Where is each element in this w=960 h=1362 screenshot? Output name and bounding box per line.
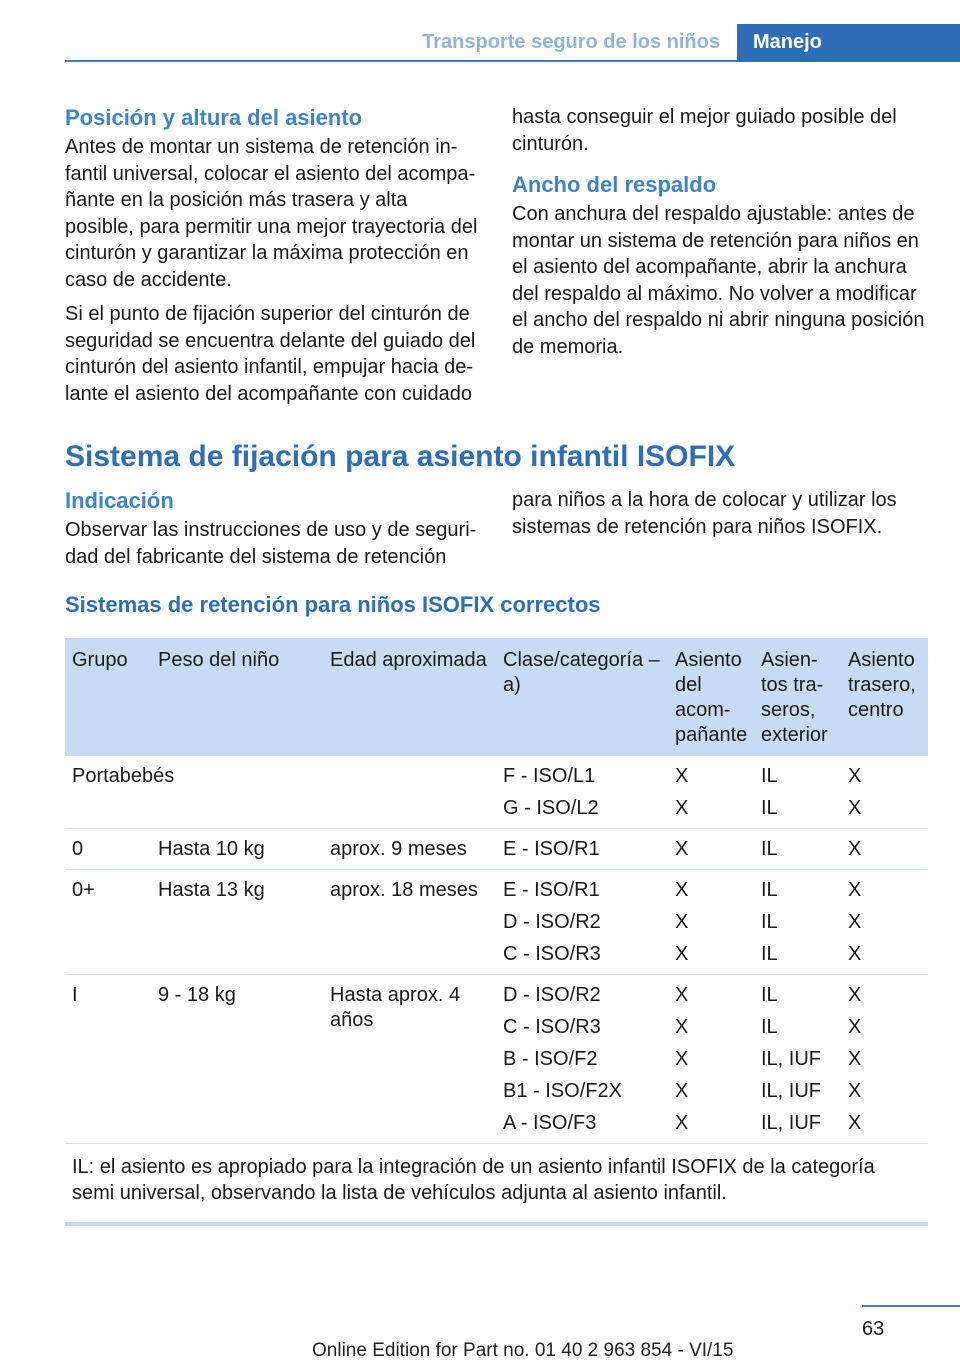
paragraph-backrest-width: Con anchura del respaldo ajustable: antes de montar un sistema de retención para niños en el asiento del acompañante, abrir la anchura del respaldo al máximo. No volver a modificar el ancho del respaldo ni abrir ninguna posición de memoria. <box>512 203 925 358</box>
cell-front-seat <box>668 756 754 829</box>
class-value: C - ISO/R3 <box>503 943 601 965</box>
cell-rear-outer <box>754 975 841 1144</box>
outer-value: IL <box>761 879 778 901</box>
table-header-row <box>65 638 928 756</box>
front-value: X <box>675 1016 689 1038</box>
center-value: X <box>848 984 862 1006</box>
cell-weight: 9 - 18 kg <box>151 975 323 1144</box>
note-right-column <box>512 487 927 548</box>
cell-rear-center <box>841 829 928 870</box>
cell-class <box>496 829 668 870</box>
col-header-group: Grupo <box>65 638 151 756</box>
col-header-rear-center: Asiento trasero, centro <box>841 638 928 756</box>
front-value: X <box>675 943 689 965</box>
class-value: C - ISO/R3 <box>503 1016 601 1038</box>
cell-class <box>496 756 668 829</box>
center-value: X <box>848 943 862 965</box>
cell-front-seat <box>668 870 754 975</box>
front-value: X <box>675 797 689 819</box>
front-value: X <box>675 1048 689 1070</box>
table-row <box>65 870 928 975</box>
isofix-table <box>65 638 928 1226</box>
front-value: X <box>675 1080 689 1102</box>
cell-rear-outer <box>754 829 841 870</box>
front-value: X <box>675 765 689 787</box>
paragraph-note-right: para niños a la hora de colocar y utilizar los sistemas de retención para niños ISOFIX. <box>512 489 897 538</box>
heading-backrest-width: Ancho del respaldo <box>512 172 717 197</box>
table-row <box>65 756 928 829</box>
class-value: F - ISO/L1 <box>503 765 596 787</box>
cell-rear-center <box>841 756 928 829</box>
cell-weight <box>151 756 323 829</box>
table-row <box>65 829 928 870</box>
center-value: X <box>848 911 862 933</box>
center-value: X <box>848 838 862 860</box>
cell-rear-center <box>841 870 928 975</box>
col-header-class: Clase/categoría – a) <box>496 638 668 756</box>
outer-value: IL, IUF <box>761 1080 822 1102</box>
cell-group: 0 <box>65 829 151 870</box>
cell-rear-outer <box>754 870 841 975</box>
front-value: X <box>675 984 689 1006</box>
outer-value: IL <box>761 838 778 860</box>
class-value: A - ISO/F3 <box>503 1112 597 1134</box>
left-column <box>65 104 480 415</box>
center-value: X <box>848 765 862 787</box>
paragraph-seat-position-2: Si el punto de fijación superior del cinturón de seguridad se encuentra delante del guiado del cinturón del asiento infantil, empujar hacia delante el asiento del acompañante con cuidado <box>65 303 476 405</box>
section-title-isofix: Sistema de fijación para asiento infantil ISOFIX <box>65 440 736 473</box>
cell-weight: Hasta 13 kg <box>151 870 323 975</box>
page-number: 63 <box>862 1318 885 1340</box>
class-value: B1 - ISO/F2X <box>503 1080 622 1102</box>
center-value: X <box>848 879 862 901</box>
center-value: X <box>848 1016 862 1038</box>
class-value: D - ISO/R2 <box>503 911 601 933</box>
front-value: X <box>675 838 689 860</box>
col-header-rear-outer: Asientos traseros, exterior <box>754 638 841 756</box>
center-value: X <box>848 1048 862 1070</box>
page-number-rule <box>862 1305 960 1307</box>
col-header-weight: Peso del niño <box>151 638 323 756</box>
footer-edition: Online Edition for Part no. 01 40 2 963 854 - VI/15 <box>312 1340 734 1361</box>
cell-rear-outer <box>754 756 841 829</box>
paragraph-seat-position-cont: hasta conseguir el mejor guiado posible del cinturón. <box>512 106 897 155</box>
class-value: E - ISO/R1 <box>503 879 600 901</box>
cell-class <box>496 975 668 1144</box>
cell-group: 0+ <box>65 870 151 975</box>
cell-front-seat <box>668 829 754 870</box>
cell-weight: Hasta 10 kg <box>151 829 323 870</box>
cell-class <box>496 870 668 975</box>
paragraph-seat-position-1: Antes de montar un sistema de retención infantil universal, colocar el asiento del acompañante en la posición más trasera y alta posible, para permitir una mejor trayectoria del cinturón y garantizar la máxima protección en caso de accidente. <box>65 136 478 291</box>
cell-group: I <box>65 975 151 1144</box>
table-title: Sistemas de retención para niños ISOFIX correctos <box>65 592 601 617</box>
outer-value: IL <box>761 911 778 933</box>
heading-note: Indicación <box>65 488 174 513</box>
cell-group: Portabebés <box>65 756 151 829</box>
outer-value: IL <box>761 765 778 787</box>
cell-rear-center <box>841 975 928 1144</box>
heading-seat-position: Posición y altura del asiento <box>65 105 363 130</box>
header-chapter-tab[interactable]: Manejo <box>737 24 960 62</box>
front-value: X <box>675 879 689 901</box>
cell-front-seat <box>668 975 754 1144</box>
outer-value: IL <box>761 797 778 819</box>
outer-value: IL, IUF <box>761 1048 822 1070</box>
cell-age: aprox. 18 meses <box>323 870 496 975</box>
table-row <box>65 975 928 1144</box>
outer-value: IL <box>761 1016 778 1038</box>
center-value: X <box>848 797 862 819</box>
cell-age: aprox. 9 meses <box>323 829 496 870</box>
class-value: G - ISO/L2 <box>503 797 599 819</box>
cell-age <box>323 756 496 829</box>
outer-value: IL <box>761 984 778 1006</box>
header-section-title: Transporte seguro de los niños <box>422 31 720 53</box>
class-value: B - ISO/F2 <box>503 1048 598 1070</box>
class-value: D - ISO/R2 <box>503 984 601 1006</box>
cell-age: Hasta aprox. 4 años <box>323 975 496 1144</box>
table-note-row <box>65 1144 928 1225</box>
center-value: X <box>848 1080 862 1102</box>
class-value: E - ISO/R1 <box>503 838 600 860</box>
center-value: X <box>848 1112 862 1134</box>
table-note: IL: el asiento es apropiado para la integración de un asiento infantil ISOFIX de la categoría semi universal, observando la lista de vehículos adjunta al asiento infantil. <box>65 1144 928 1225</box>
paragraph-note-left: Observar las instrucciones de uso y de seguridad del fabricante del sistema de retención <box>65 519 477 568</box>
outer-value: IL, IUF <box>761 1112 822 1134</box>
right-column <box>512 104 927 368</box>
outer-value: IL <box>761 943 778 965</box>
front-value: X <box>675 1112 689 1134</box>
col-header-age: Edad aproximada <box>323 638 496 756</box>
col-header-front-seat: Asiento del acompañante <box>668 638 754 756</box>
front-value: X <box>675 911 689 933</box>
note-left-column <box>65 487 480 578</box>
